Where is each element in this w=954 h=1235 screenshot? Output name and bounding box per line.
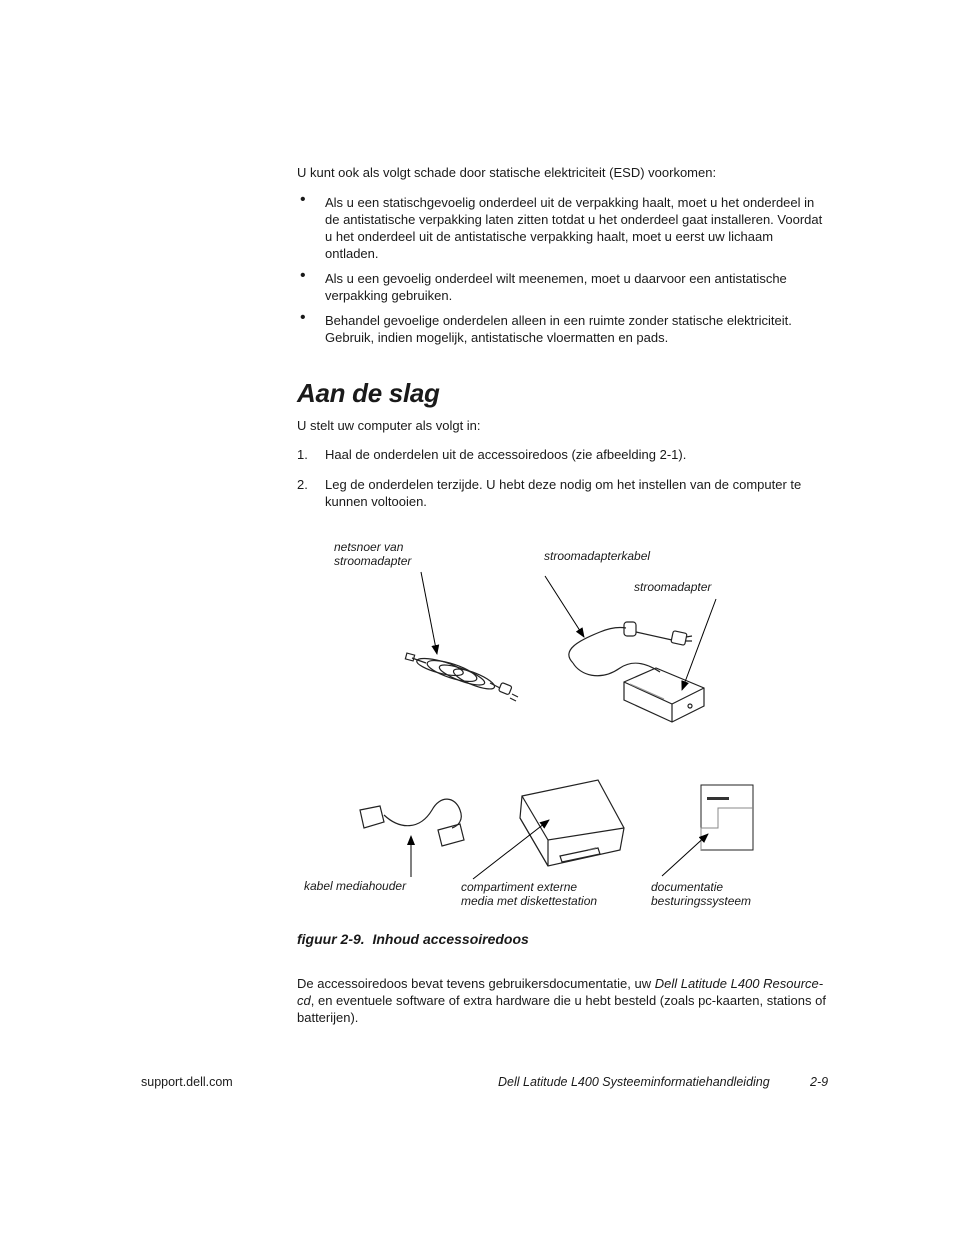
leader-adapter — [682, 599, 716, 690]
leader-power-cord — [421, 572, 437, 654]
closing-paragraph — [297, 975, 837, 1026]
resource-cd-title: Dell Latitude L400 Resource-cd — [297, 976, 824, 1008]
setup-intro: U stelt uw computer als volgt in: — [297, 418, 481, 433]
leader-adapter-cable — [545, 576, 584, 637]
intro-paragraph: U kunt ook als volgt schade door statische elektriciteit (ESD) voorkomen: — [297, 165, 717, 180]
label-os-documentation — [651, 880, 751, 908]
bullet-text: Als u een statischgevoelig onderdeel uit de verpakking haalt, moet u het onderdeel in de antistatische verpakking laten zitten totdat u het onderdeel gaat installeren. Voordat u het onderdeel uit de antistatische verpakking haalt, moet u eerst uw lichaam ontladen. — [325, 195, 823, 261]
bullet-text: Behandel gevoelige onderdelen alleen in een ruimte zonder statische elektriciteit. Gebruik, indien mogelijk, antistatische vloermatten en pads. — [325, 313, 792, 345]
figure-caption: figuur 2-9. Inhoud accessoiredoos — [297, 931, 529, 947]
closing-text: , en eventuele software of extra hardware die u hebt besteld (zoals pc-kaarten, stations of batterijen). — [297, 993, 826, 1025]
media-bay-drawing — [520, 780, 624, 866]
step-number: 1. — [297, 447, 308, 462]
leader-media-bay — [473, 820, 549, 879]
leader-os-doc — [662, 834, 708, 876]
label-adapter: stroomadapter — [634, 580, 712, 594]
power-cord-drawing — [405, 653, 518, 701]
step-number: 2. — [297, 477, 308, 492]
power-adapter-drawing — [569, 622, 704, 722]
os-documentation-drawing — [701, 785, 753, 850]
bullet-text: Als u een gevoelig onderdeel wilt meenemen, moet u daarvoor een antistatische verpakking gebruiken. — [325, 271, 787, 303]
media-cable-drawing — [360, 799, 464, 846]
section-heading: Aan de slag — [297, 378, 440, 408]
footer-page-number: 2-9 — [810, 1075, 829, 1089]
label-line: documentatie — [651, 880, 724, 894]
bullet-marker: • — [300, 191, 306, 208]
label-line: media met diskettestation — [461, 894, 598, 908]
footer-manual-title: Dell Latitude L400 Systeeminformatiehandleiding — [498, 1075, 770, 1089]
footer-website: support.dell.com — [141, 1075, 233, 1089]
bullet-marker: • — [300, 267, 306, 284]
label-line: compartiment externe — [461, 880, 578, 894]
label-media-bay — [461, 880, 597, 908]
bullet-marker: • — [300, 309, 306, 326]
label-media-cable: kabel mediahouder — [304, 879, 407, 893]
closing-text: De accessoiredoos bevat tevens gebruikersdocumentatie, uw — [297, 976, 655, 991]
label-line: stroomadapter — [334, 554, 412, 568]
step-text: Haal de onderdelen uit de accessoiredoos (zie afbeelding 2-1). — [325, 447, 687, 462]
step-text: Leg de onderdelen terzijde. U hebt deze nodig om het instellen van de computer te kunnen voltooien. — [325, 477, 802, 509]
label-power-cord — [334, 540, 411, 568]
label-adapter-cable: stroomadapterkabel — [544, 549, 651, 563]
label-line: besturingssysteem — [651, 894, 752, 908]
label-line: netsnoer van — [334, 540, 404, 554]
